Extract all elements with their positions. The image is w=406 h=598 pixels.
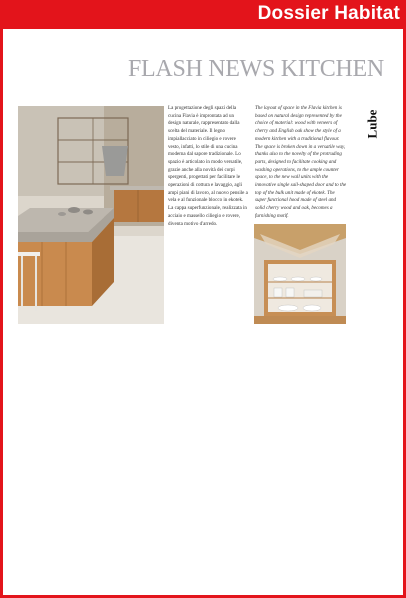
brand-name: Lube <box>364 109 380 139</box>
wall-unit-photo <box>254 224 346 324</box>
wall-unit-photo-graphic <box>254 224 346 324</box>
page-title: FLASH NEWS KITCHEN <box>128 56 384 82</box>
article-text-italian: La progettazione degli spazi della cucina Flavia è improntata ad un design naturale, rappresentato dalla scelta del materiale. Il legno impiallacciato in ciliegio e rovere vesto, infatti, lo stile di una cucina moderna dal sapore tradizionale. Lo spazio è articolato in modo versatile, grazie anche alla novità dei corpi spergenti, progettati per facilitare le operazioni di cottura e lavaggio, agli ampi piani di lavoro, al nuovo pensile a vela e al funzionale blocco in ekotek. La cappa superfunzionale, realizzata in acciaio e massello ciliegio e rovere, diventa motivo d'arredo. <box>168 105 248 227</box>
banner-title: Dossier Habitat <box>257 3 400 24</box>
article-text-english: The layout of space in the Flavia kitchen is based on natural design represented by the choice of material: wood with veneers of cherry and English oak show the style of a modern kitchen with a traditional flavour. The space is broken down in a versatile way, thanks also to the novelty of the protruding parts, designed to facilitate cooking and washing operations, to the ample counter space, to the new wall units with the innovative single sail-shaped door and to the top of the bulk unit made of ekotek. The super functional hood made of steel and solid cherry wood and oak, becomes a furnishing motif. <box>255 105 347 219</box>
brand-label <box>364 104 384 144</box>
header-banner <box>0 0 406 29</box>
kitchen-photo <box>18 106 164 324</box>
kitchen-photo-graphic <box>18 106 164 324</box>
